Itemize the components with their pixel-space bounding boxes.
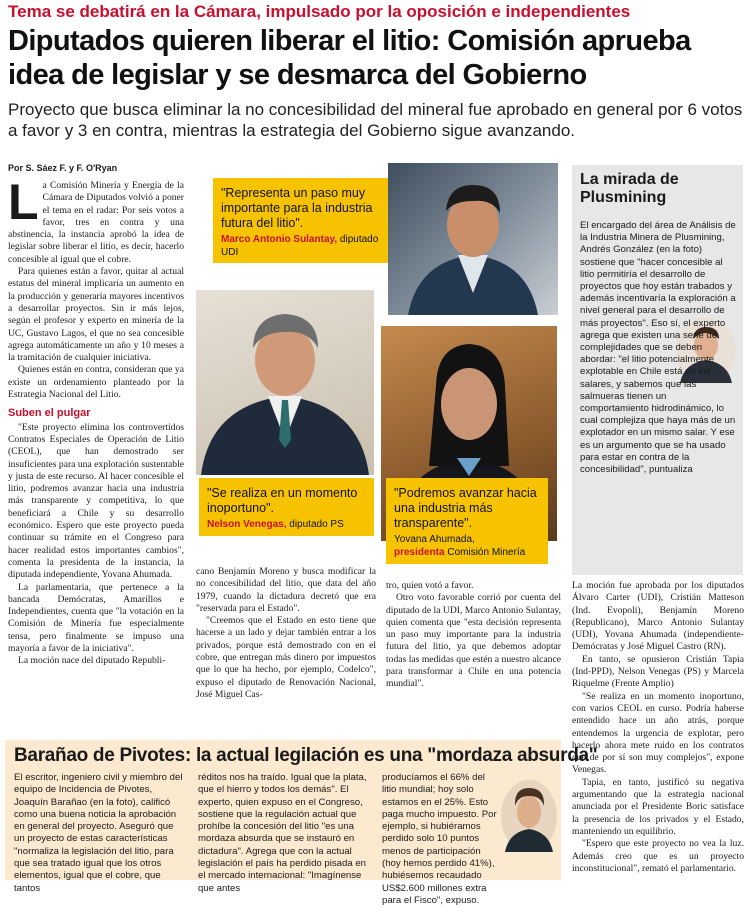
sidebar-text: El encargado del área de Análisis de la Industria Minera de Plusmining, Andrés González (en la foto) sostiene que "hacer concesible al litio permitiría el desarrollo de proyectos que hoy están trabados y además incentivaría la exploración a nivel general para el desarrollo de más proyectos". Eso sí, el experto agrega que existen una serie de complejidades que se deben abordar: "el litio potencialmente explotable en Chile está en los salares, y sabemos que las salmueras tienen un comportamiento hidrodinámico, lo cual complejiza que haya más de un explotador en un mismo salar. Y ese es un argumento que se ha usado para estar en contra de la concesibilidad", puntualiza: [580, 220, 736, 476]
box-column-3: producíamos el 66% del litio mundial; hoy solo estamos en el 25%. Esto paga mucho impuesto. Por ejemplo, si hubiéramos perdido solo 10 puntos menos de participación (hoy hemos perdido 41%), hubiésemos recaudado US$2.600 millones extra para el Fisco", expuso.: [382, 772, 497, 906]
paragraph: La moción nace del diputado Republi-: [18, 655, 166, 667]
sidebar-plusmining: [572, 165, 743, 575]
paragraph: En tanto, se opusieron Cristián Tapia (Ind-PPD), Nelson Venegas (PS) y Marcela Riquelme (Frente Amplio): [572, 653, 744, 690]
paragraph: "Creemos que el Estado en esto tiene que hacerse a un lado y dejar también entrar a los privados, porque está demostrado con en el cobre, que entregan más dinero por impuestos que lo que ha hecho, por ejemplo, Codelco", expuso el diputado de Renovación Nacional, José Miguel Cas-: [196, 615, 376, 700]
quote-text: "Representa un paso muy importante para la industria futura del litio".: [221, 186, 373, 230]
quote-role: diputado UDI: [221, 234, 379, 258]
paragraph: Para quienes están a favor, quitar al actual estatus del mineral implicaría un aumento en la producción y generaría mayores incentivos a desarrollar proyectos. Sin ir más lejos, según el profesor y experto en minería de la UC, Gustavo Lagos, el que no sea concesible agrega automáticamente un año y 10 meses a la tramitación de cualquier iniciativa.: [8, 266, 184, 364]
box-column-2: réditos nos ha traído. Igual que la plata, que el hierro y todos los demás". El experto, quien expuso en el Congreso, sostiene que la regulación actual que prohíbe la concesión del litio "es una mordaza absurda que se instauró en dictadura". Agrega que con la actual legislación el país ha perdido pisada en el mercado internacional: "Imagínense que antes: [198, 772, 367, 894]
box-column-1: El escritor, ingeniero civil y miembro del equipo de Incidencia de Pivotes, Joaquín Barañao (en la foto), calificó como una buena noticia la aprobación en general del proyecto. Aseguró que un proyecto de estas características "normaliza la legislación del litio, para que sea tratado igual que los otros elementos, igual que el cobre, que tantos: [14, 772, 183, 894]
photo-venegas: [196, 290, 374, 475]
deck: Proyecto que busca eliminar la no concesibilidad del mineral fue aprobado en general por 6 votos a favor y 3 en contra, mientras la estrategia del Gobierno sigue avanzando.: [8, 100, 743, 140]
quote-author: Marco Antonio Sulantay,: [221, 234, 338, 245]
box-title: Barañao de Pivotes: la actual legilación es una "mordaza absurda": [14, 745, 598, 766]
paragraph: "Este proyecto elimina los controvertidos Contratos Especiales de Operación de Litio (CEOL), que han demostrado ser insuficientes para una explotación sustentable y justa de este recurso. Al hacer concesible el litio, podremos avanzar hacia una industria más transparente y competitiva, lo que beneficiará a Chile y su desarrollo económico. Espero que este proyecto pueda continuar su trámite en el Congreso para hacer realidad estos importantes cambios", comenta la presidenta de la instancia, la diputada independiente, Yovana Ahumada.: [8, 421, 184, 581]
article-column-3: [386, 580, 561, 736]
portrait-man-icon: [196, 290, 374, 475]
quote-role: Comisión Minería: [447, 547, 526, 558]
paragraph: La parlamentaria, que pertenece a la bancada Demócratas, Amarillos e Independientes, cuenta que "la votación en la Comisión de Minería fue especialmente tensa, pero finalmente se impuso una mayoría a favor de la iniciativa".: [8, 581, 184, 654]
pull-quote-venegas: [199, 478, 374, 536]
paragraph: cano Benjamín Moreno y busca modificar la no concesibilidad del litio, que data del año 1979, cuando la dictadura decretó que era "reservada para el Estado".: [196, 566, 376, 614]
dropcap: L: [8, 174, 39, 230]
paragraph: a Comisión Minería y Energía de la Cámara de Diputados volvió a poner el tema en el radar: Por seis votos a favor, tres en contra y una abstinencia, la instancia aprobó la idea de legislar sobre liberar el litio, es decir, hacerlo concesible al igual que el cobre.: [8, 180, 184, 265]
pull-quote-ahumada: [386, 478, 548, 564]
paragraph: La moción fue aprobada por los diputados Álvaro Carter (UDI), Cristián Matteson (Ind. Evopoli), Benjamín Moreno (Republicano), Marco Antonio Sulantay (UDI), Yovana Ahumada (independiente-Demócratas y José Miguel Castro (RN).: [572, 580, 744, 653]
kicker: Tema se debatirá en la Cámara, impulsado por la oposición e independientes: [8, 2, 631, 21]
quote-text: "Se realiza en un momento inoportuno".: [207, 486, 358, 515]
photo-baranao: [501, 780, 557, 852]
pull-quote-sulantay: [213, 178, 388, 263]
quote-text: "Podremos avanzar hacia una industria más transparente".: [394, 486, 537, 530]
portrait-man-icon: [501, 780, 557, 852]
quote-author: Yovana Ahumada,: [394, 534, 475, 545]
portrait-man-icon: [388, 163, 558, 315]
baranao-box: [5, 740, 598, 906]
quote-role: diputado PS: [289, 519, 344, 530]
sidebar-title: La mirada de Plusmining: [580, 171, 679, 206]
article-column-2: [196, 566, 376, 736]
subhead: Suben el pulgar: [8, 407, 91, 420]
paragraph: "Se realiza en un momento inoportuno, con varios CEOL en curso. Podría haberse entendido hace un año atrás, porque entendemos la urgencia de explotar, pero hacerlo ahora mete ruido en los contratos que de por sí son muy complejos", expone Venegas.: [572, 690, 744, 776]
quote-author-title: presidenta: [394, 547, 445, 558]
paragraph: "Espero que este proyecto no vea la luz. Además creo que es un proyecto inconstitucional", remató el parlamentario.: [572, 838, 744, 874]
article-column-1: [8, 174, 184, 735]
byline: Por S. Sáez F. y F. O'Ryan: [8, 163, 118, 173]
headline: Diputados quieren liberar el litio: Comisión aprueba idea de legislar y se desmarca del Gobierno: [8, 25, 691, 91]
paragraph: Quienes están en contra, consideran que ya existe un ordenamiento planteado por la Estrategia Nacional del Litio.: [8, 364, 184, 401]
article-column-4: [572, 580, 744, 880]
paragraph: tro, quien votó a favor.: [386, 580, 474, 591]
paragraph: Tapia, en tanto, justificó su negativa argumentando que la estrategia nacional anunciada por el Presidente Boric satisface la presencia de los privados y el Estado, manteniendo un equilibrio.: [572, 776, 744, 837]
photo-sulantay: [388, 163, 558, 315]
quote-author: Nelson Venegas,: [207, 519, 287, 530]
paragraph: Otro voto favorable corrió por cuenta del diputado de la UDI, Marco Antonio Sulantay, quien comenta que "esta decisión representa un paso muy importante para la industria futura del litio, ya que debemos adoptar todas las medidas que estén a nuestro alcance para transformar a Chile en una potencia mundial".: [386, 592, 561, 690]
